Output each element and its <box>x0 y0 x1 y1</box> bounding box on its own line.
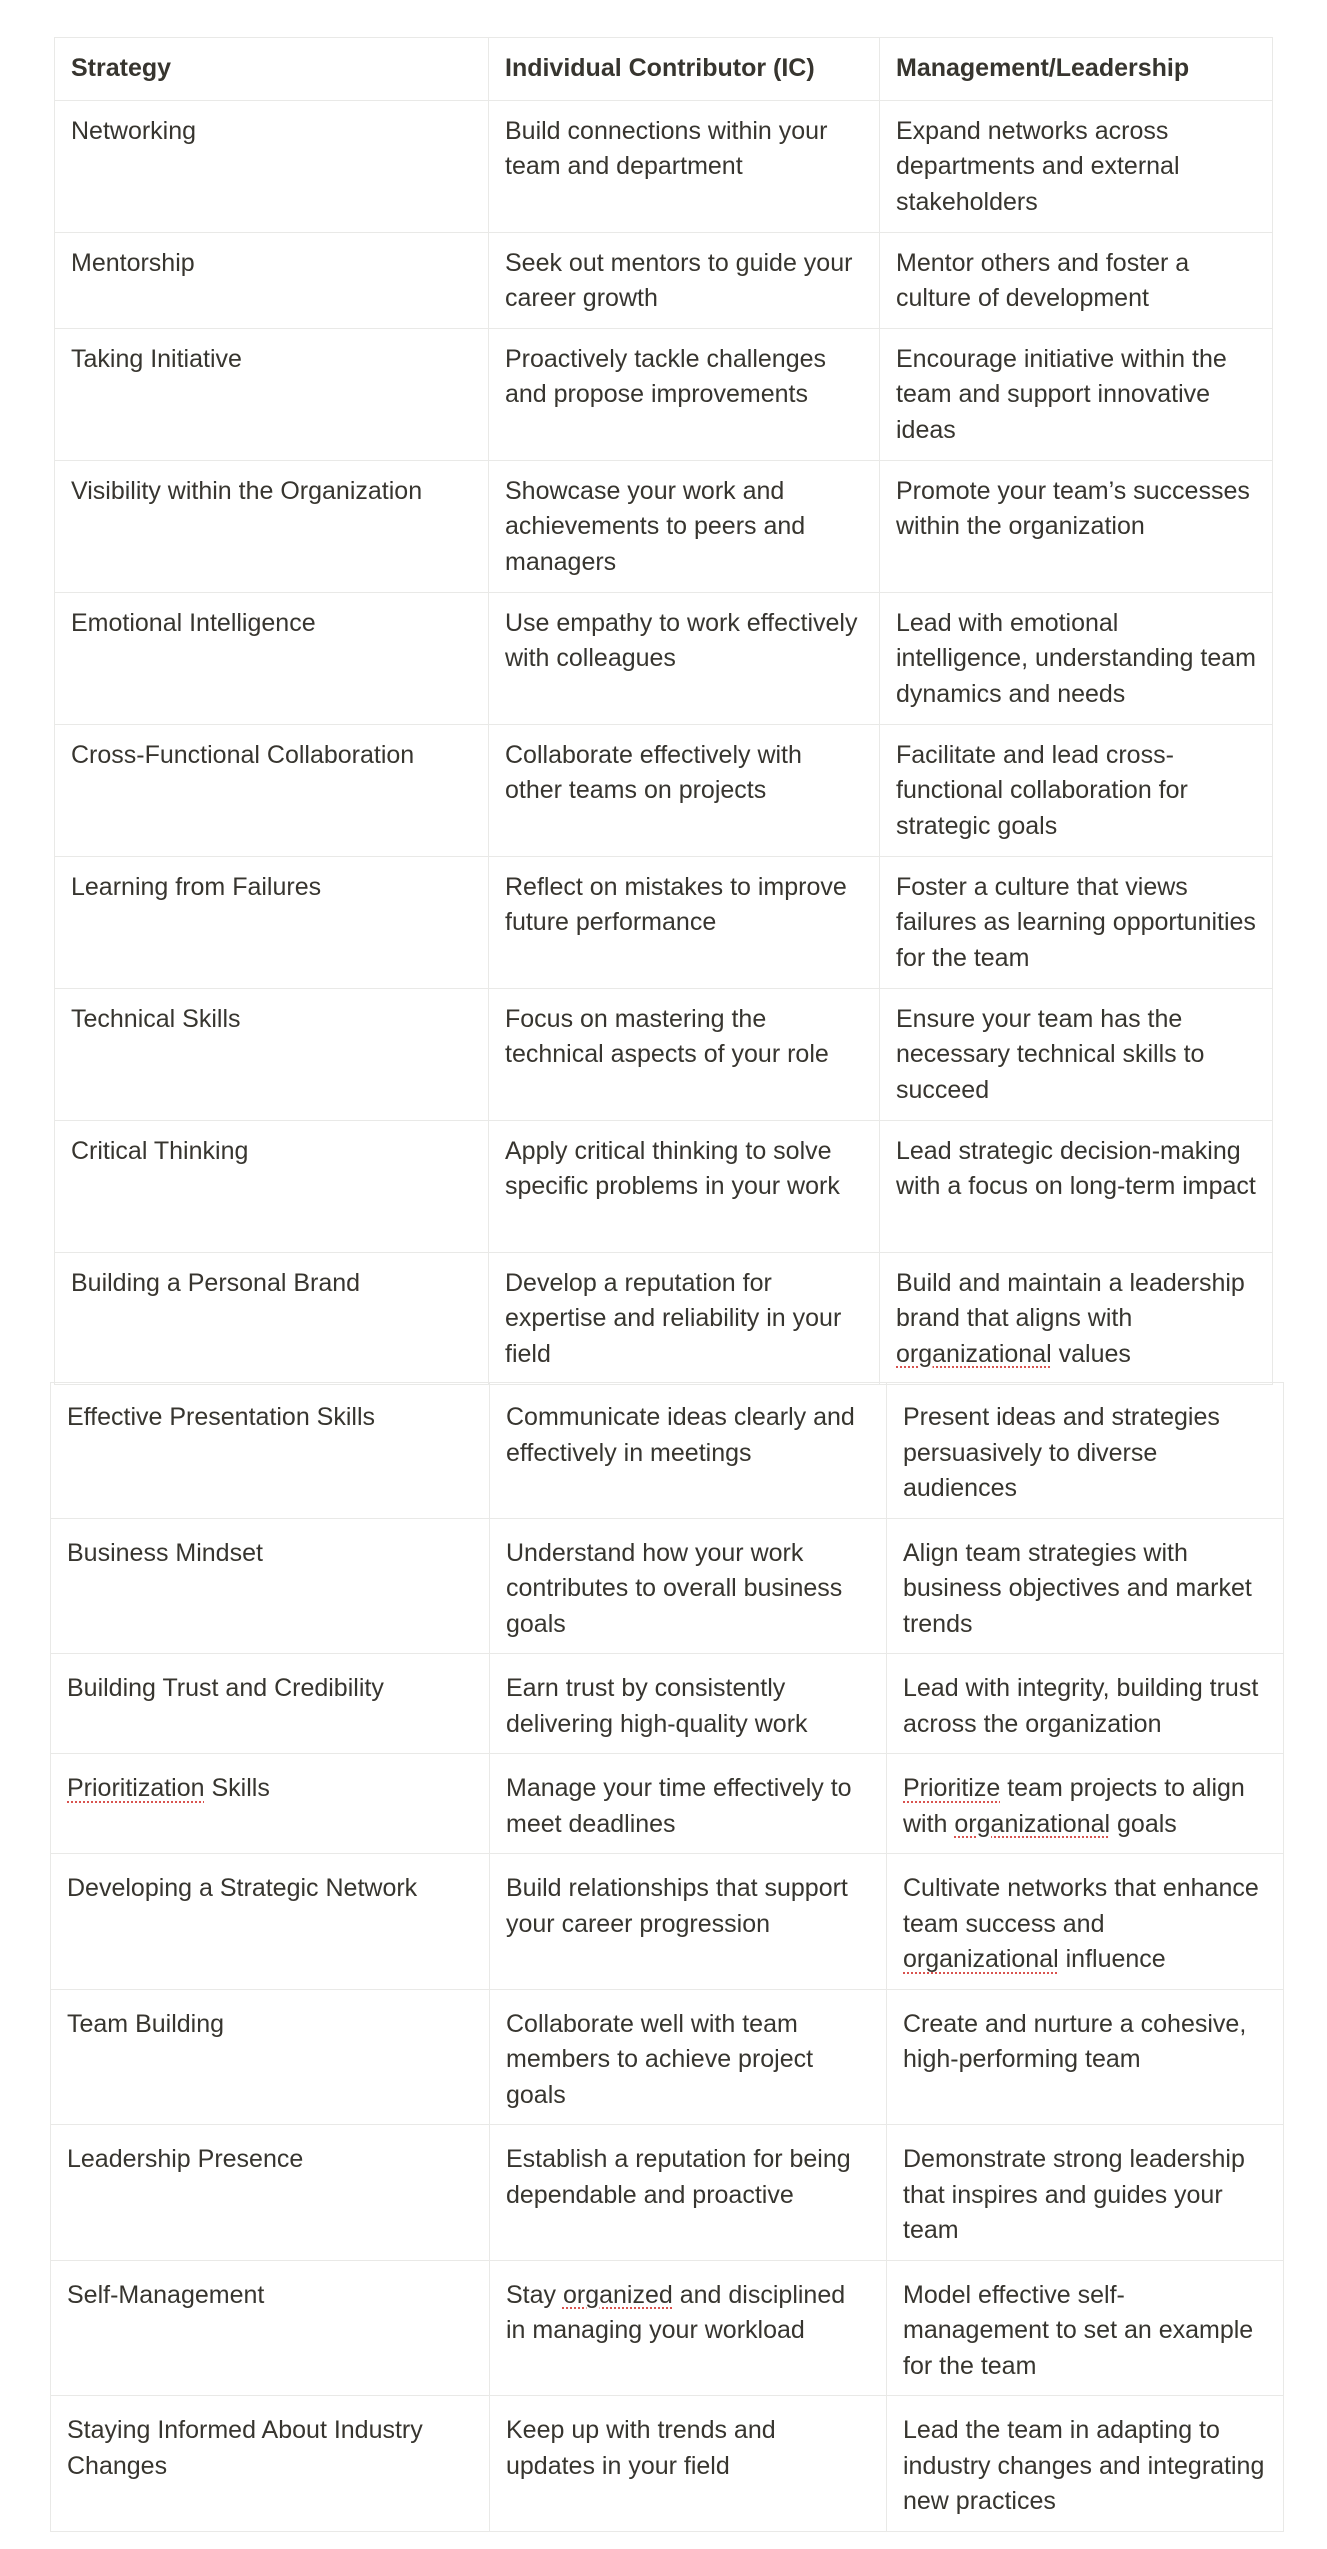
management-cell <box>880 1252 1273 1384</box>
management-text: values <box>1051 1339 1131 1368</box>
ic-cell: Build connections within your team and department <box>489 100 880 232</box>
management-cell: Mentor others and foster a culture of development <box>880 232 1273 328</box>
strategy-cell: Effective Presentation Skills <box>51 1383 490 1519</box>
management-text: influence <box>1058 1945 1166 1973</box>
management-cell <box>887 1854 1284 1990</box>
strategy-cell: Leadership Presence <box>51 2125 490 2261</box>
strategy-cell: Team Building <box>51 1989 490 2125</box>
table-row <box>51 1518 1284 1654</box>
management-cell: Promote your team’s successes within the organization <box>880 460 1273 592</box>
strategy-table-top <box>54 37 1273 1385</box>
spellcheck-flagged-word: organizational <box>954 1809 1111 1838</box>
strategy-cell: Technical Skills <box>55 988 489 1120</box>
management-cell: Foster a culture that views failures as learning opportunities for the team <box>880 856 1273 988</box>
table-row <box>55 460 1273 592</box>
table-header-row <box>55 38 1273 101</box>
spellcheck-flagged-word: organizational <box>896 1339 1052 1368</box>
header-individual-contributor: Individual Contributor (IC) <box>489 38 880 101</box>
management-cell: Lead with integrity, building trust across the organization <box>887 1654 1284 1754</box>
table-row <box>55 856 1273 988</box>
strategy-cell: Visibility within the Organization <box>55 460 489 592</box>
ic-cell <box>490 2260 887 2396</box>
spellcheck-flagged-word: Prioritize <box>903 1774 1001 1802</box>
management-text: Build and maintain a leadership brand that aligns with <box>896 1268 1245 1332</box>
management-cell: Lead strategic decision-making with a focus on long-term impact <box>880 1120 1273 1252</box>
management-text: team projects to align with <box>903 1774 1245 1838</box>
table-row <box>55 232 1273 328</box>
ic-cell: Establish a reputation for being dependable and proactive <box>490 2125 887 2261</box>
management-cell: Align team strategies with business objectives and market trends <box>887 1518 1284 1654</box>
strategy-cell: Mentorship <box>55 232 489 328</box>
management-cell: Demonstrate strong leadership that inspires and guides your team <box>887 2125 1284 2261</box>
table-row <box>55 100 1273 232</box>
table-row <box>55 1252 1273 1384</box>
table-row <box>55 1120 1273 1252</box>
management-cell: Create and nurture a cohesive, high-performing team <box>887 1989 1284 2125</box>
spellcheck-flagged-word: organizational <box>903 1945 1059 1973</box>
ic-cell: Proactively tackle challenges and propose improvements <box>489 328 880 460</box>
strategy-cell: Learning from Failures <box>55 856 489 988</box>
table-row <box>55 592 1273 724</box>
spellcheck-flagged-word: Prioritization <box>67 1774 205 1802</box>
ic-cell: Build relationships that support your career progression <box>490 1854 887 1990</box>
strategy-cell <box>51 1754 490 1854</box>
ic-cell: Seek out mentors to guide your career growth <box>489 232 880 328</box>
strategy-table-bottom <box>50 1382 1284 2532</box>
strategy-cell: Building Trust and Credibility <box>51 1654 490 1754</box>
table-row <box>51 1654 1284 1754</box>
strategy-cell: Critical Thinking <box>55 1120 489 1252</box>
strategy-cell: Business Mindset <box>51 1518 490 1654</box>
management-cell: Present ideas and strategies persuasively to diverse audiences <box>887 1383 1284 1519</box>
management-cell: Encourage initiative within the team and support innovative ideas <box>880 328 1273 460</box>
ic-text: Stay <box>506 2280 563 2309</box>
management-cell: Lead with emotional intelligence, understanding team dynamics and needs <box>880 592 1273 724</box>
strategy-cell: Building a Personal Brand <box>55 1252 489 1384</box>
strategy-cell: Developing a Strategic Network <box>51 1854 490 1990</box>
ic-cell: Reflect on mistakes to improve future performance <box>489 856 880 988</box>
table-row <box>51 1383 1284 1519</box>
table-row <box>51 2125 1284 2261</box>
table-row <box>51 2260 1284 2396</box>
ic-cell: Apply critical thinking to solve specific problems in your work <box>489 1120 880 1252</box>
management-text: Cultivate networks that enhance team success and <box>903 1874 1259 1938</box>
management-cell: Expand networks across departments and external stakeholders <box>880 100 1273 232</box>
table-row <box>51 1989 1284 2125</box>
ic-cell: Understand how your work contributes to overall business goals <box>490 1518 887 1654</box>
ic-cell: Develop a reputation for expertise and reliability in your field <box>489 1252 880 1384</box>
strategy-cell: Staying Informed About Industry Changes <box>51 2396 490 2532</box>
strategy-cell: Taking Initiative <box>55 328 489 460</box>
ic-cell: Manage your time effectively to meet deadlines <box>490 1754 887 1854</box>
table-row <box>55 988 1273 1120</box>
management-cell: Model effective self-management to set an example for the team <box>887 2260 1284 2396</box>
ic-cell: Showcase your work and achievements to peers and managers <box>489 460 880 592</box>
ic-cell: Communicate ideas clearly and effectively in meetings <box>490 1383 887 1519</box>
header-management-leadership: Management/Leadership <box>880 38 1273 101</box>
management-cell: Ensure your team has the necessary technical skills to succeed <box>880 988 1273 1120</box>
strategy-cell: Cross-Functional Collaboration <box>55 724 489 856</box>
ic-cell: Focus on mastering the technical aspects of your role <box>489 988 880 1120</box>
management-cell <box>887 1754 1284 1854</box>
ic-cell: Earn trust by consistently delivering high-quality work <box>490 1654 887 1754</box>
ic-text: and disciplined in managing your workload <box>506 2280 846 2344</box>
table-row <box>51 1754 1284 1854</box>
management-cell: Facilitate and lead cross-functional collaboration for strategic goals <box>880 724 1273 856</box>
spellcheck-flagged-word: organized <box>562 2280 673 2309</box>
strategy-cell: Emotional Intelligence <box>55 592 489 724</box>
strategy-cell: Networking <box>55 100 489 232</box>
header-strategy: Strategy <box>55 38 489 101</box>
table-row <box>55 724 1273 856</box>
strategy-text: Skills <box>204 1774 270 1802</box>
table-row <box>51 2396 1284 2532</box>
ic-cell: Collaborate effectively with other teams on projects <box>489 724 880 856</box>
management-text: goals <box>1110 1809 1177 1838</box>
table-row <box>51 1854 1284 1990</box>
ic-cell: Collaborate well with team members to achieve project goals <box>490 1989 887 2125</box>
management-cell: Lead the team in adapting to industry changes and integrating new practices <box>887 2396 1284 2532</box>
table-row <box>55 328 1273 460</box>
ic-cell: Use empathy to work effectively with colleagues <box>489 592 880 724</box>
strategy-cell: Self-Management <box>51 2260 490 2396</box>
ic-cell: Keep up with trends and updates in your field <box>490 2396 887 2532</box>
